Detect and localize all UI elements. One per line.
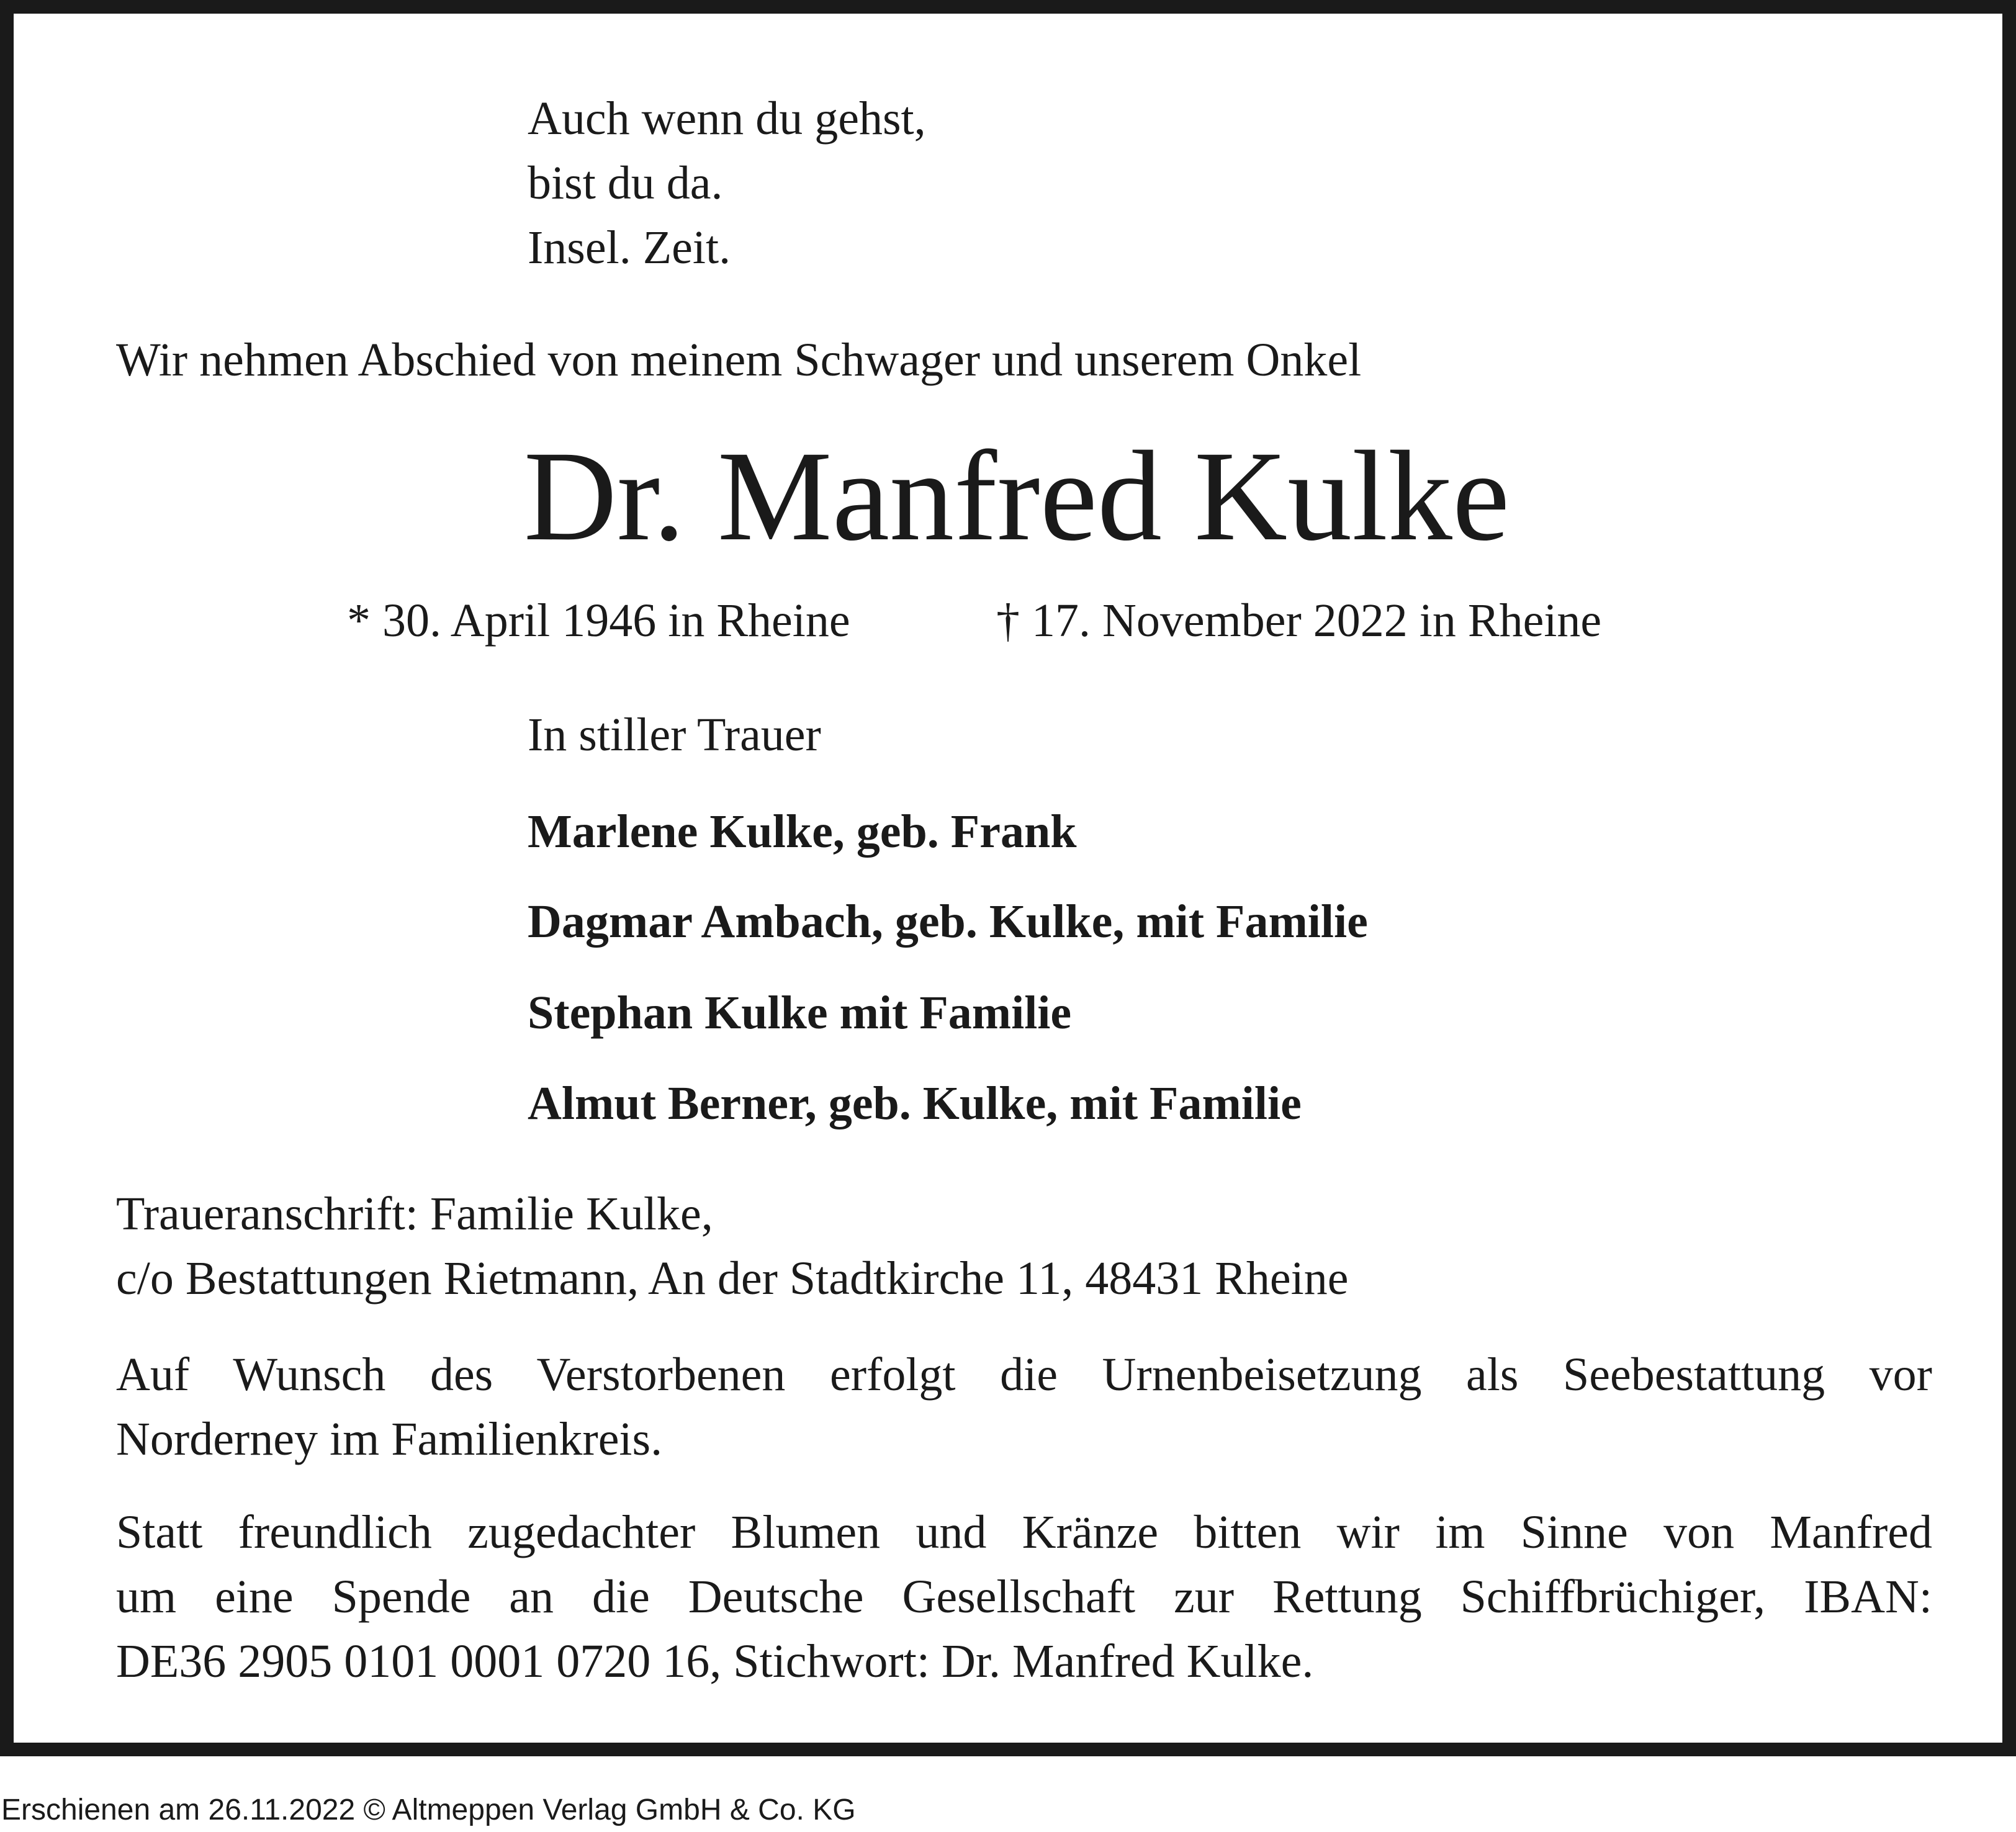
mourner-1: Marlene Kulke, geb. Frank bbox=[528, 806, 1077, 858]
burial-note-line-2: Norderney im Familienkreis. bbox=[116, 1413, 663, 1465]
birth-date: * 30. April 1946 in Rheine bbox=[347, 595, 850, 647]
address-line-1: Traueranschrift: Familie Kulke, bbox=[116, 1188, 713, 1240]
mourner-2: Dagmar Ambach, geb. Kulke, mit Familie bbox=[528, 896, 1368, 948]
verse-line-1: Auch wenn du gehst, bbox=[528, 92, 926, 145]
mourner-3: Stephan Kulke mit Familie bbox=[528, 987, 1072, 1039]
donation-note-line-1: Statt freundlich zugedachter Blumen und Kränze bitten wir im Sinne von Manfred bbox=[116, 1506, 1932, 1558]
donation-note-line-3: DE36 2905 0101 0001 0720 16, Stichwort: Dr. Manfred Kulke. bbox=[116, 1635, 1314, 1687]
verse-line-2: bist du da. bbox=[528, 157, 723, 209]
donation-note-line-2: um eine Spende an die Deutsche Gesellschaft zur Rettung Schiffbrüchiger, IBAN: bbox=[116, 1571, 1932, 1623]
publication-credit: Erschienen am 26.11.2022 © Altmeppen Verlag GmbH & Co. KG bbox=[1, 1794, 856, 1826]
mourner-4: Almut Berner, geb. Kulke, mit Familie bbox=[528, 1077, 1302, 1129]
verse-line-3: Insel. Zeit. bbox=[528, 222, 731, 274]
death-date: † 17. November 2022 in Rheine bbox=[996, 595, 1602, 647]
farewell-intro: Wir nehmen Abschied von meinem Schwager und unserem Onkel bbox=[116, 334, 1362, 386]
burial-note-line-1: Auf Wunsch des Verstorbenen erfolgt die Urnenbeisetzung als Seebestattung vor bbox=[116, 1349, 1932, 1401]
address-line-2: c/o Bestattungen Rietmann, An der Stadtkirche 11, 48431 Rheine bbox=[116, 1252, 1349, 1304]
deceased-name: Dr. Manfred Kulke bbox=[523, 424, 1510, 567]
mourning-label: In stiller Trauer bbox=[528, 709, 821, 761]
